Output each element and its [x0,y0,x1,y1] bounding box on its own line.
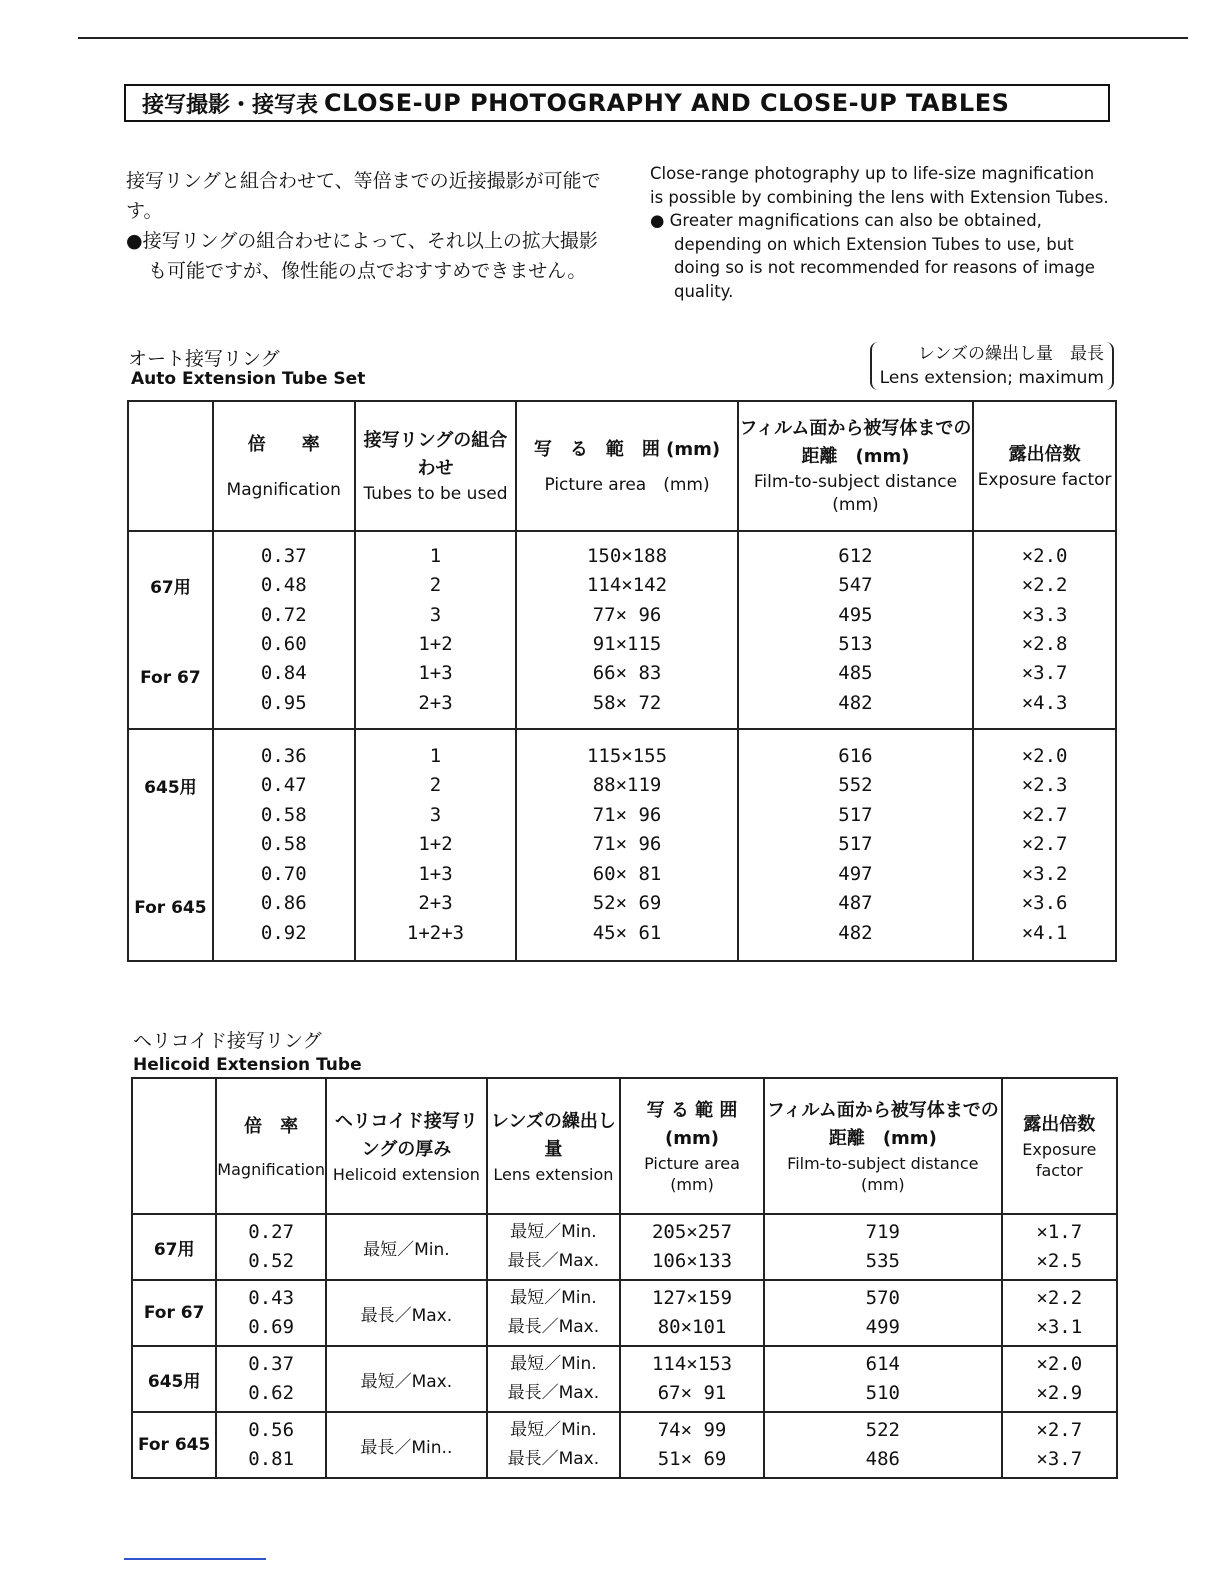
h-header-exp-en: Exposure factor [1022,1140,1097,1180]
group-label-67-jp: 67用 [150,577,191,598]
exposure-col-67 [973,531,1116,729]
header-mag-jp: 倍 率 [247,433,320,455]
cell-value: 2 [429,774,442,797]
cell-value: 2+3 [418,691,453,714]
helicoid-row-distance [764,1214,1002,1280]
h-header-area-jp: 写 る 範 囲 (mm) [646,1100,738,1149]
h-header-exposure [1002,1078,1117,1214]
helicoid-table [131,1077,1118,1479]
helicoid-row-distance [764,1346,1002,1412]
mag-col-645 [213,729,355,961]
header-area [516,401,737,531]
cell-value: 482 [838,691,873,714]
cell-value: 114×153 [651,1353,733,1375]
cell-value: 52× 69 [592,892,662,915]
cell-value: 616 [838,745,873,768]
footer-rule [124,1558,266,1560]
helicoid-row-lens [487,1214,620,1280]
helicoid-row-magnification [216,1214,326,1280]
cell-value: 485 [838,662,873,685]
cell-value: ×2.9 [1036,1382,1083,1404]
cell-value: 517 [838,803,873,826]
h-header-heli-jp: ヘリコイド接写リングの厚み [334,1110,478,1160]
helicoid-row-label: For 645 [132,1412,216,1478]
cell-value: 0.37 [260,544,307,567]
h-header-mag-jp: 倍 率 [244,1115,299,1137]
cell-value: 88×119 [592,774,662,797]
header-exp-en: Exposure factor [977,469,1112,490]
area-col-67 [516,531,737,729]
cell-value: 0.70 [260,862,307,885]
cell-value: 0.56 [248,1419,295,1441]
header-area-jp: 写 る 範 囲 (mm) [533,438,721,460]
cell-value: 570 [865,1287,900,1309]
h-header-blank [132,1078,216,1214]
cell-value: 0.60 [260,633,307,655]
cell-value: ×4.1 [1021,921,1068,944]
cell-value: 71× 96 [592,803,662,826]
helicoid-row-helicoid: 最長／Min.. [326,1412,487,1478]
area-col-645 [516,729,737,961]
cell-value: 127×159 [651,1287,733,1309]
cell-value: 1+3 [418,862,453,885]
helicoid-row-exposure [1002,1412,1117,1478]
tubes-col-67 [355,531,517,729]
cell-value: 3 [429,803,442,826]
h-header-exp-jp: 露出倍数 [1023,1114,1096,1135]
cell-value: 最短／Min. [510,1354,597,1374]
auto-group-645 [128,729,1116,961]
cell-value: 517 [838,833,873,856]
cell-value: ×2.0 [1021,745,1068,768]
cell-value: ×3.7 [1021,662,1068,685]
cell-value: 482 [838,921,873,944]
cell-value: 0.69 [248,1316,295,1338]
cell-value: 0.81 [248,1448,295,1470]
helicoid-row-distance [764,1280,1002,1346]
helicoid-row-area [620,1280,764,1346]
header-exp-jp: 露出倍数 [1008,443,1081,465]
helicoid-row-lens [487,1280,620,1346]
cell-value: ×2.7 [1021,803,1068,826]
header-tubes-en: Tubes to be used [363,483,508,504]
cell-value: ×2.7 [1021,833,1068,856]
helicoid-row-label: 645用 [132,1346,216,1412]
group-label-67-en: For 67 [140,667,201,688]
group-label-645 [128,729,213,961]
intro-en-bullet: ● Greater magnifications can also be obtained, depending on which Extension Tubes to use, but doing so is not recommended for reasons of image quality. [650,211,1095,301]
helicoid-row-area [620,1214,764,1280]
cell-value: 0.72 [260,603,307,626]
lens-extension-note-en: Lens extension; maximum [879,368,1104,388]
distance-col-67 [738,531,973,729]
cell-value: 205×257 [651,1221,733,1243]
cell-value: ×3.1 [1036,1316,1083,1338]
cell-value: 最長／Max. [507,1449,600,1469]
cell-value: 最長／Max. [507,1317,600,1337]
cell-value: 80×101 [657,1316,727,1338]
group-label-645-en: For 645 [134,897,207,918]
cell-value: 0.36 [260,745,307,768]
group-label-645-jp: 645用 [144,777,197,798]
cell-value: 535 [865,1250,900,1272]
cell-value: 510 [865,1382,900,1404]
cell-value: 45× 61 [592,921,662,944]
intro-en [650,162,1110,303]
h-header-area [620,1078,764,1214]
cell-value: ×2.0 [1021,544,1068,567]
lens-extension-note-jp: レンズの繰出し量 最長 [917,344,1104,364]
cell-value: 0.58 [260,833,307,856]
cell-value: 58× 72 [592,691,662,714]
helicoid-row-lens [487,1346,620,1412]
cell-value: 67× 91 [657,1382,727,1404]
cell-value: 0.86 [260,892,307,915]
cell-value: 66× 83 [592,662,662,685]
cell-value: 1 [429,544,442,567]
cell-value: ×3.6 [1021,892,1068,915]
cell-value: 1 [429,745,442,768]
cell-value: ×2.2 [1021,574,1068,597]
helicoid-row-helicoid: 最短／Min. [326,1214,487,1280]
cell-value: 最短／Min. [510,1420,597,1440]
cell-value: 0.92 [260,921,307,944]
cell-value: 150×188 [586,544,668,567]
cell-value: 0.43 [248,1287,295,1309]
cell-value: 60× 81 [592,862,662,885]
cell-value: 1+2 [418,633,453,655]
h-header-lens [487,1078,620,1214]
cell-value: 71× 96 [592,833,662,856]
helicoid-row-exposure [1002,1346,1117,1412]
cell-value: 0.52 [248,1250,295,1272]
header-area-en: Picture area (mm) [544,474,710,495]
helicoid-row-helicoid: 最短／Max. [326,1346,487,1412]
helicoid-row-area [620,1346,764,1412]
h-header-lens-jp: レンズの繰出し量 [490,1110,616,1160]
tubes-col-645 [355,729,517,961]
h-header-magnification [216,1078,326,1214]
cell-value: ×2.3 [1021,774,1068,797]
cell-value: 0.58 [260,803,307,826]
cell-value: 114×142 [586,574,668,597]
auto-group-67 [128,531,1116,729]
cell-value: 1+2+3 [406,921,465,944]
cell-value: 719 [865,1221,900,1243]
mag-col-67 [213,531,355,729]
cell-value: 612 [838,544,873,567]
cell-value: 74× 99 [657,1419,727,1441]
title-jp: 接写撮影・接写表 [142,92,319,118]
cell-value: 1+3 [418,662,453,685]
helicoid-row-exposure [1002,1214,1117,1280]
cell-value: 最短／Min. [510,1222,597,1242]
auto-set-heading-jp: オート接写リング [128,348,280,370]
helicoid-row-magnification [216,1412,326,1478]
header-blank [128,401,213,531]
cell-value: 495 [838,603,873,626]
header-distance [738,401,973,531]
intro-jp [126,166,606,286]
h-header-mag-en: Magnification [217,1159,325,1179]
cell-value: ×2.5 [1036,1250,1083,1272]
helicoid-row-magnification [216,1346,326,1412]
header-dist-jp: フィルム面から被写体までの距離 (mm) [739,418,972,467]
exposure-col-645 [973,729,1116,961]
cell-value: 513 [838,633,873,655]
cell-value: 614 [865,1353,900,1375]
cell-value: 552 [838,774,873,797]
helicoid-body [132,1214,1117,1478]
title-en: CLOSE-UP PHOTOGRAPHY AND CLOSE-UP TABLES [324,89,1010,117]
h-header-area-en: Picture area (mm) [644,1154,740,1194]
helicoid-row [132,1280,1117,1346]
helicoid-row-area [620,1412,764,1478]
cell-value: 2+3 [418,892,453,915]
cell-value: 0.62 [248,1382,295,1404]
helicoid-row-magnification [216,1280,326,1346]
cell-value: 0.27 [248,1221,295,1243]
helicoid-row [132,1346,1117,1412]
helicoid-row-label: For 67 [132,1280,216,1346]
distance-col-645 [738,729,973,961]
helicoid-row [132,1214,1117,1280]
auto-header-row [128,401,1116,531]
group-label-67 [128,531,213,729]
cell-value: ×4.3 [1021,691,1068,714]
cell-value: ×2.8 [1021,633,1068,655]
cell-value: ×1.7 [1036,1221,1083,1243]
cell-value: 最長／Max. [507,1251,600,1271]
cell-value: 1+2 [418,833,453,856]
helicoid-row-lens [487,1412,620,1478]
cell-value: 91×115 [592,633,662,655]
cell-value: 486 [865,1448,900,1470]
h-header-heli-en: Helicoid extension [332,1164,480,1184]
helicoid-row-helicoid: 最長／Max. [326,1280,487,1346]
cell-value: 522 [865,1419,900,1441]
auto-extension-table [127,400,1117,962]
cell-value: ×3.2 [1021,862,1068,885]
auto-set-heading-en: Auto Extension Tube Set [131,369,366,389]
cell-value: 106×133 [651,1250,733,1272]
cell-value: 499 [865,1316,900,1338]
header-magnification [213,401,355,531]
cell-value: 497 [838,862,873,885]
cell-value: 3 [429,603,442,626]
cell-value: 51× 69 [657,1448,727,1470]
h-header-helicoid [326,1078,487,1214]
helicoid-row-distance [764,1412,1002,1478]
cell-value: ×2.7 [1036,1419,1083,1441]
helicoid-row-exposure [1002,1280,1117,1346]
cell-value: 0.47 [260,774,307,797]
cell-value: 0.48 [260,574,307,597]
cell-value: 最短／Min. [510,1288,597,1308]
cell-value: 77× 96 [592,603,662,626]
header-tubes [355,401,517,531]
header-tubes-jp: 接写リングの組合わせ [363,429,508,479]
intro-jp-paragraph: 接写リングと組合わせて、等倍までの近接撮影が可能です。 [126,170,601,222]
top-rule [78,37,1188,39]
cell-value: 2 [429,574,442,597]
cell-value: 487 [838,892,873,915]
h-header-dist-jp: フィルム面から被写体までの距離 (mm) [766,1100,999,1149]
cell-value: ×3.7 [1036,1448,1083,1470]
helicoid-header-row [132,1078,1117,1214]
cell-value: 0.95 [260,691,307,714]
helicoid-heading-jp: ヘリコイド接写リング [133,1030,322,1052]
header-dist-en: Film-to-subject distance (mm) [753,472,975,515]
intro-jp-bullet: ●接写リングの組合わせによって、それ以上の拡大撮影も可能ですが、像性能の点でおすすめできません。 [126,230,598,282]
header-mag-en: Magnification [226,479,341,500]
helicoid-row [132,1412,1117,1478]
h-header-lens-en: Lens extension [493,1164,614,1184]
header-exposure [973,401,1116,531]
cell-value: 0.84 [260,662,307,685]
h-header-dist-en: Film-to-subject distance (mm) [787,1154,979,1194]
cell-value: 最長／Max. [507,1383,600,1403]
helicoid-row-label: 67用 [132,1214,216,1280]
helicoid-heading-en: Helicoid Extension Tube [133,1055,362,1075]
page-title [124,84,1110,122]
cell-value: ×2.2 [1036,1287,1083,1309]
h-header-distance [764,1078,1002,1214]
cell-value: 115×155 [586,745,668,768]
cell-value: 547 [838,574,873,597]
cell-value: ×2.0 [1036,1353,1083,1375]
cell-value: ×3.3 [1021,603,1068,626]
lens-extension-note [870,342,1114,390]
intro-en-paragraph: Close-range photography up to life-size magnification is possible by combining the lens with Extension Tubes. [650,164,1109,207]
cell-value: 0.37 [248,1353,295,1375]
